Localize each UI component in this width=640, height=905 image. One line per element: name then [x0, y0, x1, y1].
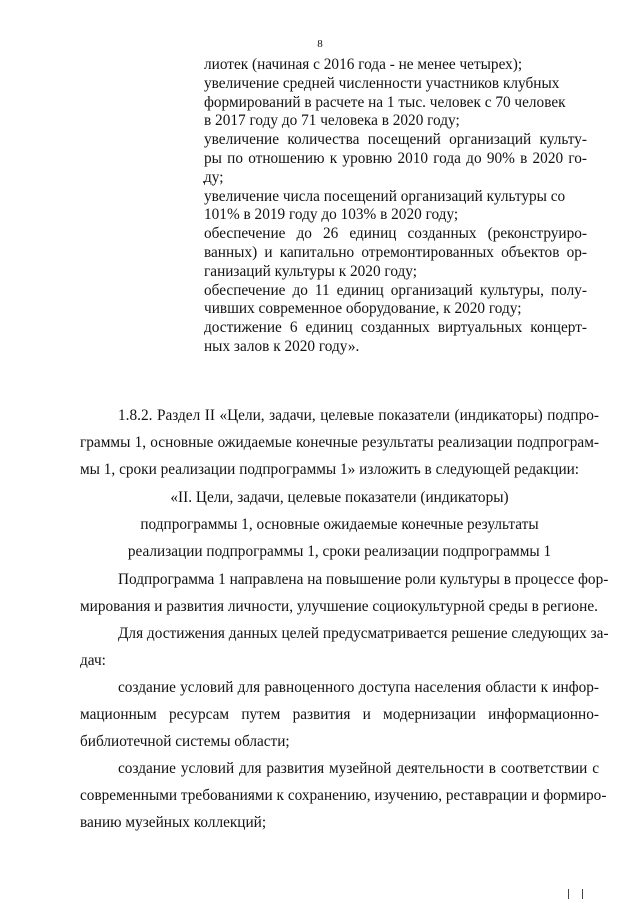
body-line: создание условий для равноценного доступа населения области к инфор-	[118, 679, 599, 696]
body-line: Для достижения данных целей предусматривается решение следующих за-	[118, 625, 609, 642]
amendment-line: мы 1, сроки реализации подпрограммы 1» изложить в следующей редакции:	[80, 461, 580, 478]
body-line: библиотечной системы области;	[80, 733, 290, 750]
list-line: достижение 6 единиц созданных виртуальных концерт-	[204, 319, 587, 337]
list-line: лиотек (начиная с 2016 года - не менее четырех);	[204, 56, 523, 73]
list-line: формирований в расчете на 1 тыс. человек с 70 человек	[204, 93, 566, 111]
body-line: современными требованиями к сохранению, изучению, реставрации и формиро-	[80, 787, 607, 804]
list-line: 101% в 2019 году до 103% в 2020 году;	[204, 206, 459, 224]
continued-target-list	[204, 56, 587, 357]
list-line: ванных) и капитально отремонтированных объектов ор-	[204, 243, 587, 261]
body-line: ванию музейных коллекций;	[80, 814, 267, 831]
list-line: обеспечение до 26 единиц созданных (реконструиро-	[204, 225, 587, 243]
amendment-line: граммы 1, основные ожидаемые конечные результаты реализации подпрограм-	[80, 434, 599, 451]
amendment-paragraph	[80, 402, 599, 483]
body-line: мирования и развития личности, улучшение социокультурной среды в регионе.	[80, 598, 598, 615]
list-line: ных залов к 2020 году».	[204, 337, 360, 355]
body-line: дач:	[80, 652, 106, 669]
list-line: чивших современное оборудование, к 2020 году;	[204, 300, 522, 318]
body-line: создание условий для развития музейной деятельности в соответствии с	[118, 760, 599, 777]
body-line: Подпрограмма 1 направлена на повышение роли культуры в процессе фор-	[118, 571, 609, 588]
scan-mark	[568, 889, 569, 899]
list-line: в 2017 году до 71 человека в 2020 году;	[204, 112, 460, 130]
heading-line: «II. Цели, задачи, целевые показатели (индикаторы)	[170, 489, 509, 506]
list-line: увеличение числа посещений организаций культуры со	[204, 187, 566, 205]
section-body	[80, 566, 609, 836]
list-line: обеспечение до 11 единиц организаций культуры, полу-	[204, 281, 587, 299]
list-line: ду;	[204, 168, 224, 186]
scan-mark	[582, 889, 583, 899]
section-heading	[80, 484, 599, 565]
heading-line: реализации подпрограммы 1, сроки реализации подпрограммы 1	[127, 543, 552, 560]
heading-line: подпрограммы 1, основные ожидаемые конечные результаты	[140, 516, 539, 533]
list-line: увеличение количества посещений организаций культу-	[204, 131, 587, 149]
page-number: 8	[317, 38, 323, 50]
amendment-line: 1.8.2. Раздел II «Цели, задачи, целевые показатели (индикаторы) подпро-	[118, 407, 599, 424]
list-line: ры по отношению к уровню 2010 года до 90% в 2020 го-	[204, 149, 587, 167]
body-line: мационным ресурсам путем развития и модернизации информационно-	[80, 706, 599, 723]
list-line: ганизаций культуры к 2020 году;	[204, 262, 418, 280]
list-line: увеличение средней численности участников клубных	[204, 74, 560, 92]
